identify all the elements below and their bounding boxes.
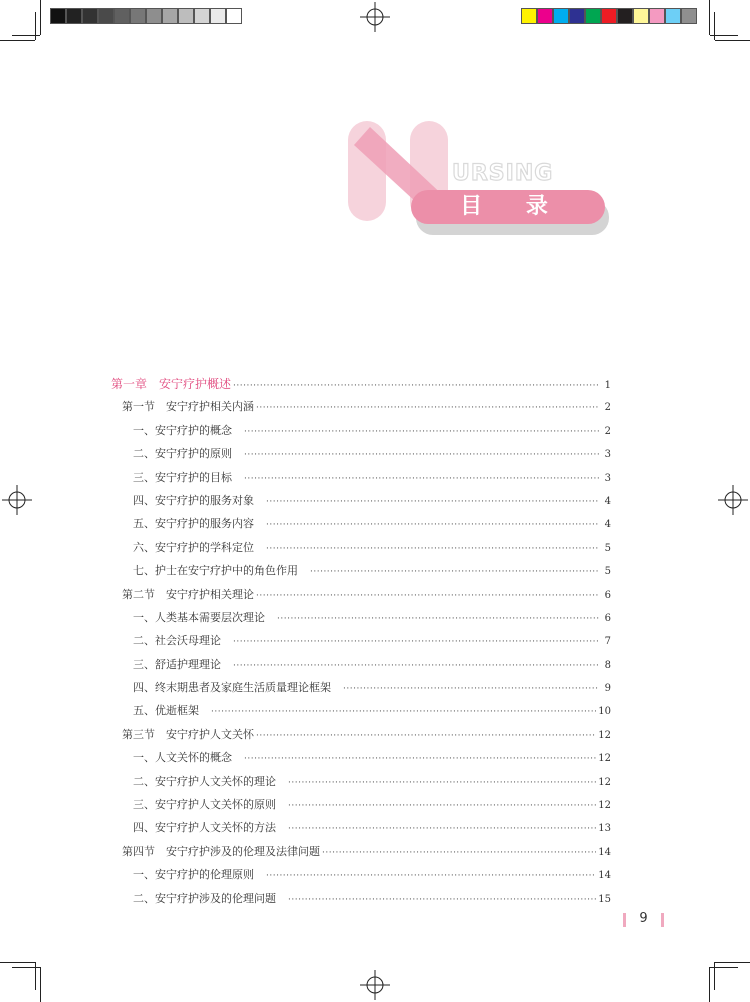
color-swatch (130, 8, 146, 24)
toc-dot-leader (244, 474, 599, 484)
toc-entry-page: 12 (598, 800, 611, 812)
color-swatch (82, 8, 98, 24)
toc-subsection-row[interactable] (111, 890, 611, 913)
toc-entry-title: 二、安宁疗护的原则 (133, 447, 232, 461)
toc-subsection-row[interactable] (111, 632, 611, 655)
toc-subsection-row[interactable] (111, 702, 611, 725)
toc-subsection-row[interactable] (111, 866, 611, 889)
color-swatch (681, 8, 697, 24)
toc-subsection-row[interactable] (111, 562, 611, 585)
toc-entry-title: 第四节 安宁疗护涉及的伦理及法律问题 (122, 844, 320, 858)
toc-entry-title: 二、安宁疗护涉及的伦理问题 (133, 891, 276, 905)
toc-entry-title: 四、安宁疗护人文关怀的方法 (133, 821, 276, 835)
toc-dot-leader (256, 731, 596, 741)
registration-mark-bottom (360, 970, 390, 1000)
toc-entry-title: 五、安宁疗护的服务内容 (133, 517, 254, 531)
toc-entry-page: 14 (598, 846, 611, 858)
color-swatch (569, 8, 585, 24)
color-swatch (146, 8, 162, 24)
toc-subsection-row[interactable] (111, 656, 611, 679)
color-swatch (210, 8, 226, 24)
toc-subsection-row[interactable] (111, 819, 611, 842)
cmyk-color-bar (521, 8, 697, 24)
toc-section-row[interactable] (111, 726, 611, 749)
toc-subsection-row[interactable] (111, 749, 611, 772)
toc-entry-page: 12 (598, 729, 611, 741)
toc-entry-page: 1 (604, 380, 611, 391)
toc-entry-page: 12 (598, 776, 611, 788)
toc-entry-page: 9 (604, 683, 611, 695)
toc-entry-page: 5 (604, 542, 611, 554)
toc-subsection-row[interactable] (111, 515, 611, 538)
toc-entry-page: 3 (604, 472, 611, 484)
toc-entry-title: 六、安宁疗护的学科定位 (133, 540, 254, 554)
table-of-contents (111, 375, 611, 913)
toc-entry-page: 3 (604, 449, 611, 461)
color-swatch (226, 8, 242, 24)
toc-entry-page: 6 (604, 612, 611, 624)
toc-entry-title: 三、安宁疗护人文关怀的原则 (133, 798, 276, 812)
registration-mark-left (2, 485, 32, 515)
toc-entry-title: 二、安宁疗护人文关怀的理论 (133, 774, 276, 788)
color-swatch (194, 8, 210, 24)
toc-dot-leader (288, 824, 596, 834)
color-swatch (649, 8, 665, 24)
toc-dot-leader (288, 778, 596, 788)
toc-entry-page: 15 (598, 893, 611, 905)
toc-entry-title: 第三节 安宁疗护人文关怀 (122, 727, 254, 741)
toc-subsection-row[interactable] (111, 469, 611, 492)
toc-entry-title: 三、安宁疗护的目标 (133, 470, 232, 484)
toc-dot-leader (310, 567, 599, 577)
color-swatch (537, 8, 553, 24)
page-number: 9 (639, 911, 648, 926)
toc-dot-leader (277, 614, 599, 624)
gray-color-bar (50, 8, 242, 24)
toc-subsection-row[interactable] (111, 445, 611, 468)
page-number-right-bar (661, 913, 664, 927)
toc-dot-leader (266, 520, 599, 530)
color-swatch (66, 8, 82, 24)
toc-entry-title: 一、人文关怀的概念 (133, 751, 232, 765)
toc-entry-page: 5 (604, 566, 611, 578)
toc-subsection-row[interactable] (111, 796, 611, 819)
color-swatch (553, 8, 569, 24)
page-title: 目 录 (460, 194, 566, 219)
toc-entry-title: 五、优逝框架 (133, 704, 199, 718)
toc-dot-leader (211, 707, 596, 717)
toc-subsection-row[interactable] (111, 422, 611, 445)
ursing-wordmark: URSING (452, 161, 554, 186)
toc-section-row[interactable] (111, 586, 611, 609)
toc-entry-title: 四、安宁疗护的服务对象 (133, 493, 254, 507)
registration-mark-top (360, 2, 390, 32)
toc-dot-leader (244, 427, 599, 437)
toc-entry-page: 2 (604, 402, 611, 414)
color-swatch (633, 8, 649, 24)
toc-subsection-row[interactable] (111, 773, 611, 796)
color-swatch (178, 8, 194, 24)
toc-dot-leader (233, 381, 599, 391)
toc-section-row[interactable] (111, 843, 611, 866)
toc-entry-page: 14 (598, 870, 611, 882)
toc-dot-leader (288, 801, 596, 811)
toc-dot-leader (343, 684, 599, 694)
toc-dot-leader (256, 403, 599, 413)
toc-dot-leader (233, 661, 599, 671)
toc-dot-leader (322, 848, 596, 858)
toc-entry-title: 二、社会沃母理论 (133, 634, 221, 648)
toc-entry-title: 七、护士在安宁疗护中的角色作用 (133, 564, 298, 578)
toc-entry-page: 7 (604, 636, 611, 648)
color-swatch (114, 8, 130, 24)
toc-entry-page: 12 (598, 753, 611, 765)
color-swatch (601, 8, 617, 24)
toc-entry-page: 4 (604, 495, 611, 507)
toc-entry-title: 三、舒适护理理论 (133, 657, 221, 671)
page-number-block (621, 909, 666, 931)
toc-dot-leader (256, 591, 599, 601)
toc-entry-title: 一、安宁疗护的伦理原则 (133, 868, 254, 882)
toc-dot-leader (233, 637, 599, 647)
toc-entry-page: 13 (598, 823, 611, 835)
toc-dot-leader (244, 754, 596, 764)
toc-dot-leader (266, 497, 599, 507)
toc-entry-title: 一、安宁疗护的概念 (133, 423, 232, 437)
color-swatch (617, 8, 633, 24)
toc-entry-title: 第一章 安宁疗护概述 (111, 377, 232, 391)
toc-dot-leader (288, 895, 596, 905)
color-swatch (521, 8, 537, 24)
toc-subsection-row[interactable] (111, 679, 611, 702)
toc-entry-title: 第二节 安宁疗护相关理论 (122, 587, 254, 601)
toc-entry-title: 第一节 安宁疗护相关内涵 (122, 400, 254, 414)
toc-entry-title: 一、人类基本需要层次理论 (133, 610, 265, 624)
color-swatch (98, 8, 114, 24)
toc-entry-page: 6 (604, 589, 611, 601)
toc-subsection-row[interactable] (111, 492, 611, 515)
color-swatch (665, 8, 681, 24)
color-swatch (585, 8, 601, 24)
toc-entry-page: 4 (604, 519, 611, 531)
color-swatch (50, 8, 66, 24)
registration-mark-right (718, 485, 748, 515)
toc-subsection-row[interactable] (111, 609, 611, 632)
toc-entry-page: 10 (598, 706, 611, 718)
toc-dot-leader (266, 871, 596, 881)
color-swatch (162, 8, 178, 24)
toc-entry-title: 四、终末期患者及家庭生活质量理论框架 (133, 681, 331, 695)
toc-dot-leader (244, 450, 599, 460)
toc-dot-leader (266, 544, 599, 554)
toc-entry-page: 2 (604, 425, 611, 437)
toc-subsection-row[interactable] (111, 539, 611, 562)
toc-section-row[interactable] (111, 398, 611, 421)
toc-entry-page: 8 (604, 659, 611, 671)
toc-chapter-row[interactable] (111, 375, 611, 398)
